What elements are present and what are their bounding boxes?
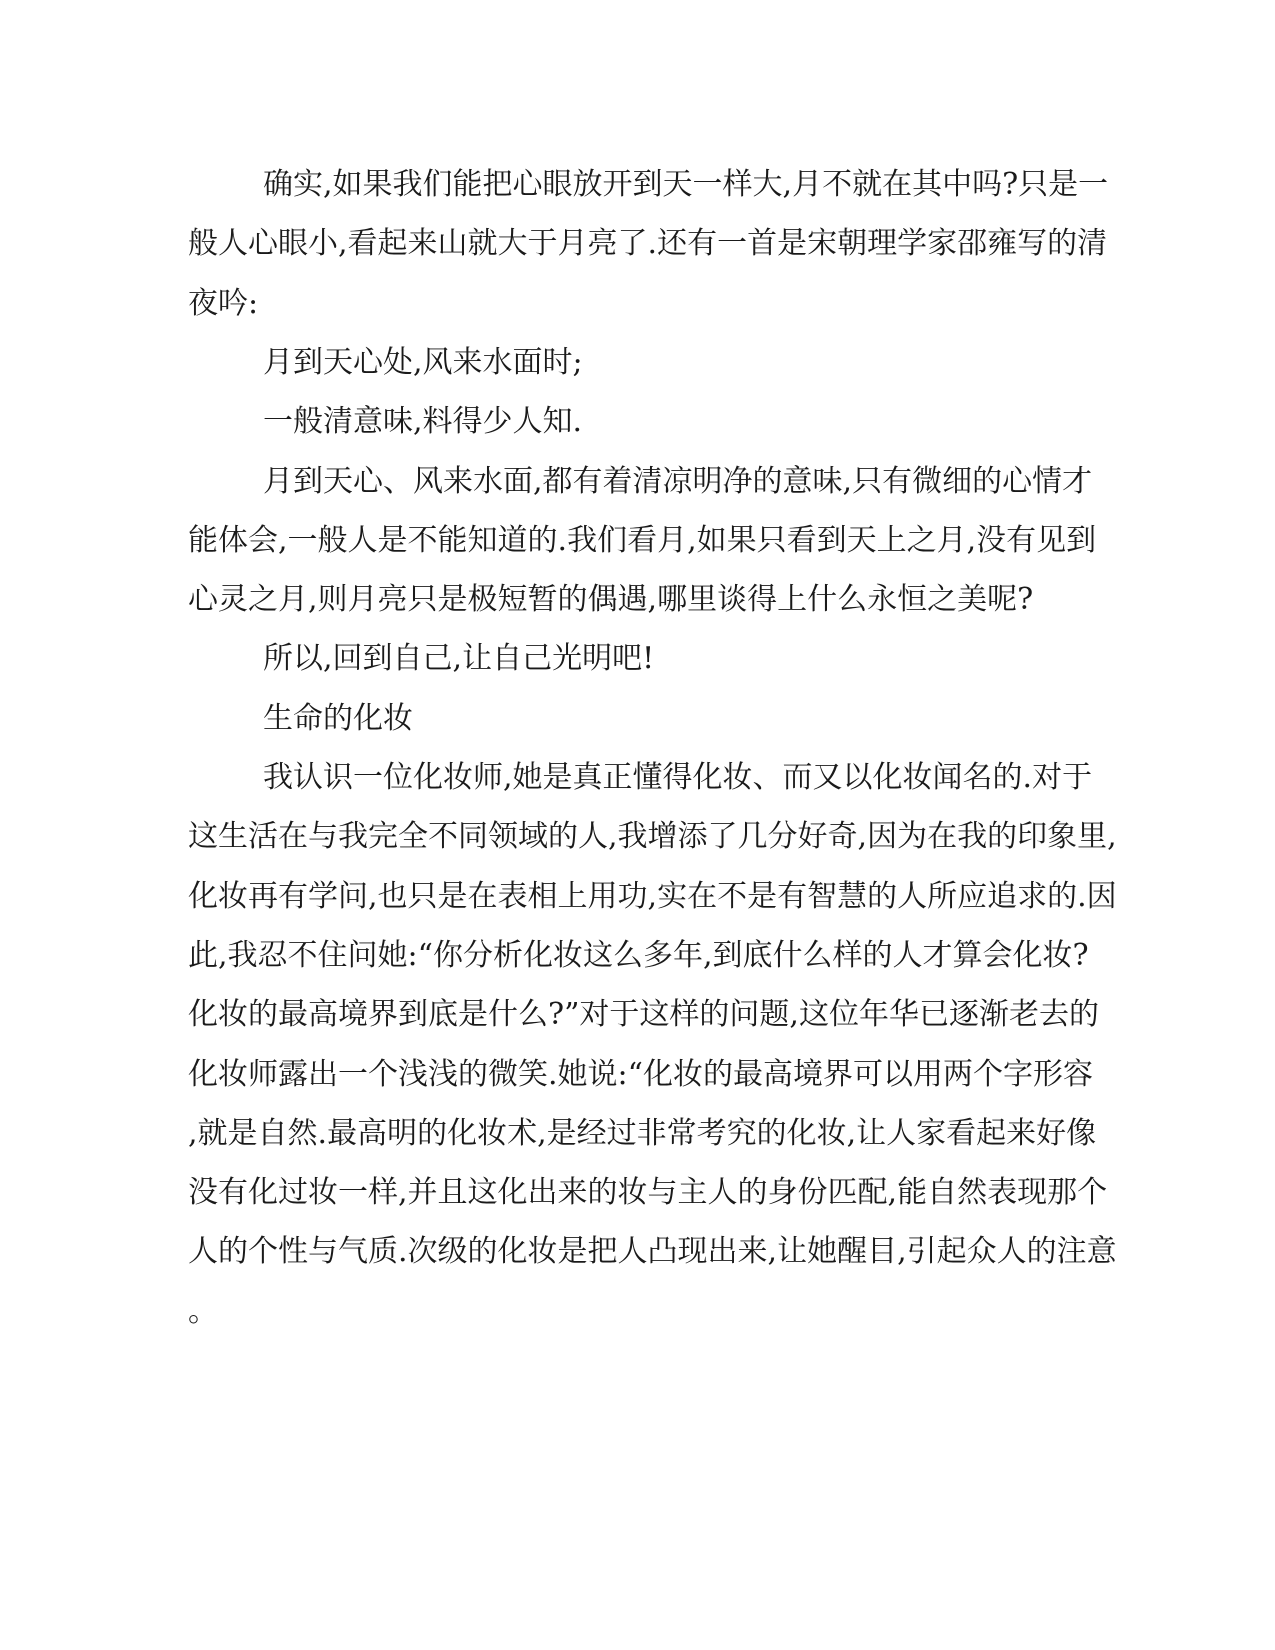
text-line: 化妆再有学问,也只是在表相上用功,实在不是有智慧的人所应追求的.因 (188, 879, 1117, 914)
text-line: 所以,回到自己,让自己光明吧! (263, 641, 655, 676)
text-line: 没有化过妆一样,并且这化出来的妆与主人的身份匹配,能自然表现那个 (188, 1175, 1108, 1210)
text-line: 心灵之月,则月亮只是极短暂的偶遇,哪里谈得上什么永恒之美呢? (188, 582, 1034, 617)
text-line: 一般清意味,料得少人知. (263, 404, 583, 439)
text-line: 生命的化妆 (263, 701, 413, 736)
text-line: 月到天心、风来水面,都有着清凉明净的意味,只有微细的心情才 (263, 464, 1093, 499)
text-line: 化妆的最高境界到底是什么?”对于这样的问题,这位年华已逐渐老去的 (188, 997, 1099, 1032)
text-line: 人的个性与气质.次级的化妆是把人凸现出来,让她醒目,引起众人的注意 (188, 1234, 1117, 1269)
text-line: 我认识一位化妆师,她是真正懂得化妆、而又以化妆闻名的.对于 (263, 760, 1093, 795)
text-line: 此,我忍不住问她:“你分析化妆这么多年,到底什么样的人才算会化妆? (188, 938, 1089, 973)
text-line: 夜吟: (188, 286, 259, 321)
text-line: 。 (188, 1294, 218, 1329)
text-line: 化妆师露出一个浅浅的微笑.她说:“化妆的最高境界可以用两个字形容 (188, 1057, 1093, 1092)
text-line: 这生活在与我完全不同领域的人,我增添了几分好奇,因为在我的印象里, (188, 819, 1117, 854)
text-line: ,就是自然.最高明的化妆术,是经过非常考究的化妆,让人家看起来好像 (188, 1116, 1097, 1151)
text-line: 月到天心处,风来水面时; (263, 345, 583, 380)
text-line: 能体会,一般人是不能知道的.我们看月,如果只看到天上之月,没有见到 (188, 523, 1097, 558)
text-line: 般人心眼小,看起来山就大于月亮了.还有一首是宋朝理学家邵雍写的清 (188, 226, 1108, 261)
text-line: 确实,如果我们能把心眼放开到天一样大,月不就在其中吗?只是一 (263, 167, 1109, 202)
